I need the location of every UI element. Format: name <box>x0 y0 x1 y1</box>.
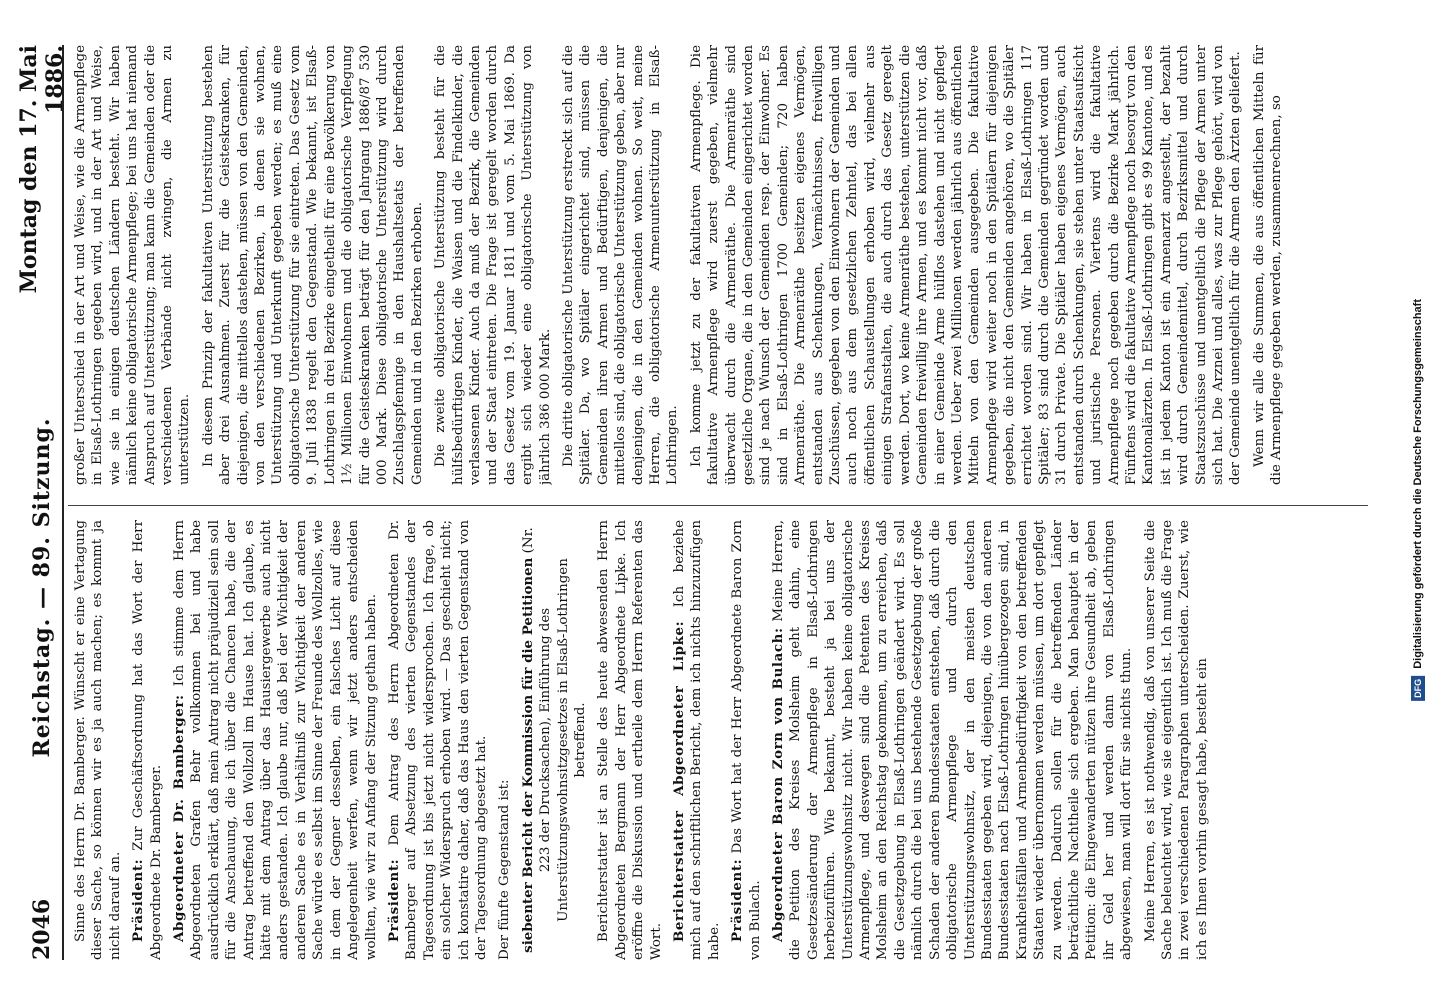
paragraph-text: (Nr. 223 der Drucksachen), Einführung des Unterstützungswohnsitzgesetzes in Elsaß-Lothringen betreffend. <box>520 527 588 922</box>
page-number: 2046 <box>29 898 55 960</box>
paragraph-text: Die zweite obligatorische Unterstützung besteht für die hülfsbedürftigen Kinder, die Waisen und die Findelkinder, die verlassenen Kinder. Auch da muß der Bezirk, die Gemeinden und der Staat eintreten. Die Frage ist geregelt worden durch das Gesetz vom 19. Januar 1811 und vom 5. Mai 1869. Da ergibt sich wieder eine obligatorische Unterstützung von jährlich 386 000 Mark. <box>433 45 553 485</box>
paragraph-text: Wenn wir alle die Summen, die aus öffentlichen Mitteln für die Armenpflege gegeben werden, zusammenrechnen, so <box>1251 45 1285 485</box>
running-title: Reichstag. — 89. Sitzung. <box>29 417 55 758</box>
paragraph <box>688 45 1245 485</box>
speaker-name: Abgeordneter Baron Zorn von Bulach: <box>770 627 787 942</box>
paragraph <box>520 520 590 960</box>
paragraph-text: In diesem Prinzip der fakultativen Unterstützung bestehen aber drei Ausnahmen. Zuerst für die Geisteskranken, für diejenigen, die mittellos dastehen, müssen von den Gemeinden, von den verschiedenen Bezirken, in denen sie wohnen, Unterstützung und Unterkunft gegeben werden; es muß eine obligatorische Unterstützung für sie eintreten. Das Gesetz vom 9. Juli 1838 regelt den Gegenstand. Wie bekannt, ist Elsaß-Lothringen in drei Bezirke eingetheilt für eine Bevölkerung von 1½ Millionen Einwohnern und die obligatorische Verpflegung für die Geisteskranken beträgt für den Jahrgang 1886/87 530 000 Mark. Diese obligatorische Unterstützung wird durch Zuschlagspfennige in den Haushaltsetats der betreffenden Gemeinden und in den Bezirken erhoben. <box>200 45 425 485</box>
left-text-column <box>72 520 1362 960</box>
paragraph <box>1251 45 1286 485</box>
paragraph <box>595 520 665 960</box>
credit-text <box>1411 299 1425 701</box>
paragraph <box>200 45 426 485</box>
paragraph <box>386 520 490 960</box>
paragraph <box>130 520 165 960</box>
session-date: Montag den 17. Mai 1886. <box>16 45 68 294</box>
digitization-credit <box>1404 0 1432 1000</box>
page-header <box>16 45 68 960</box>
paragraph-text: Ich komme jetzt zu der fakultativen Armenpflege. Die fakultative Armenpflege wird zuerst gegeben, vielmehr überwacht durch die Armenräthe. Die Armenräthe sind gesetzliche Organe, die in den Gemeinden eingerichtet worden sind je nach Wunsch der Gemeinden resp. der Einwohner. Es sind in Elsaß-Lothringen 1700 Gemeinden; 720 haben Armenräthe. Die Armenräthe besitzen eigenes Vermögen, entstanden aus Schenkungen, Vermächtnissen, freiwilligen Zuschüssen, gegeben von den Einwohnern der Gemeinden und auch noch aus dem gesetzlichen Zehntel, das bei allen öffentlichen Schaustellungen erhoben wird, vielmehr aus einigen Strafanstalten, die auch durch das Gesetz geregelt werden. Dort, wo keine Armenräthe bestehen, unterstützen die Gemeinden freiwillig ihre Armen, und es kommt nicht vor, daß in einer Gemeinde Arme hülflos dastehen und nicht gepflegt werden. Ueber zwei Millionen werden jährlich aus öffentlichen Mitteln von den Gemeinden ausgegeben. Die fakultative Armenpflege wird weiter noch in den Spitälern für diejenigen gegeben, die nicht den Gemeinden angehören, wo die Spitäler errichtet worden sind. Wir haben in Elsaß-Lothringen 117 Spitäler; 83 sind durch die Gemeinden gegründet worden und 31 durch Private. Die Spitäler haben eigenes Vermögen, auch entstanden durch Schenkungen, sie stehen unter Staatsaufsicht und juristische Personen. Viertens wird die fakultative Armenpflege noch gegeben durch die Bezirke Mark jährlich. Fünftens wird die fakultative Armenpflege noch besorgt von den Kantonalärzten. In Elsaß-Lothringen gibt es 99 Kantone, und es ist in jedem Kanton ist ein Armenarzt angestellt, der bezahlt wird durch Gemeindemittel, durch Bezirksmittel und durch Staatszuschüsse und unentgeltlich die Pflege der Armen unter sich hat. Die Arznei und alles, was zur Pflege gehört, wird von der Gemeinde unentgeltlich für die Armen den Ärzten geliefert. <box>688 45 1244 485</box>
paragraph <box>496 520 513 960</box>
speaker-name: Berichterstatter Abgeordneter Lipke: <box>671 620 687 942</box>
paragraph <box>1142 520 1212 960</box>
dfg-badge: DFG <box>1411 676 1425 701</box>
speaker-name: Präsident: <box>130 858 147 942</box>
paragraph-text: Das Wort hat der Herr Abgeordnete Baron Zorn von Bulach. <box>730 520 763 960</box>
column-divider <box>68 505 1368 506</box>
speaker-name: Präsident: <box>729 858 746 942</box>
paragraph <box>72 45 194 485</box>
paragraph-text: Meine Herren, es ist nothwendig, daß von unserer Seite die Sache beleuchtet wird, wie sie eigentlich ist. Ich muß die Frage in zwei verschiedenen Paragraphen unterscheiden. Zuerst, wie ich es Ihnen vorhin gesagt habe, besteht ein <box>1142 520 1210 960</box>
paragraph-text: Sinne des Herrn Dr. Bamberger. Wünscht er eine Vertagung dieser Sache, so können wir es ja auch machen; es kommt ja nicht darauf an. <box>73 520 123 960</box>
speaker-name: Präsident: <box>385 858 402 942</box>
paragraph-text: Die dritte obligatorische Unterstützung erstreckt sich auf die Spitäler. Da, wo Spitäler eingerichtet sind, müssen die Gemeinden ihren Armen und Bedürftigen, denjenigen, die mittellos sind, die obligatorische Unterstützung geben, aber nur denjenigen, die in den Gemeinden wohnen. So weit, meine Herren, die obligatorische Armenunterstützung in Elsaß-Lothringen. <box>560 45 681 485</box>
paragraph-text: Der fünfte Gegenstand ist: <box>497 779 513 960</box>
paragraph <box>72 520 124 960</box>
paragraph-text: Ich stimme dem Herrn Abgeordneten Grafen Behr vollkommen bei und habe ausdrücklich erklärt, daß mein Antrag nicht präjudiziell sein soll für die Anschauung, die ich über die Chancen habe, die der Antrag betreffend den Wollzoll im Hause hat. Ich glaube, es hätte mit dem Antrag über das Hausiergewerbe auch nicht anders gestanden. Ich glaube nur, daß bei der Wichtigkeit der anderen Sache es in Verhältniß zur Wichtigkeit der anderen Sache würde es selbst im Sinne der Freunde des Wollzolles, wie in dem der Gegner desselben, ein falsches Licht auf diese Angelegenheit werfen, wenn wir jetzt anders entscheiden wollten, wie wir zu Anfang der Sitzung gethan haben. <box>172 520 379 960</box>
paragraph <box>671 520 723 960</box>
paragraph <box>770 520 1136 960</box>
paragraph-text: großer Unterschied in der Art und Weise, wie die Armenpflege in Elsaß-Lothringen gegeben wird, und in der Art und Weise, wie sie in einigen deutschen Ländern besteht. Wir haben nämlich keine obligatorische Armenpflege; bei uns hat niemand Anspruch auf Unterstützung; man kann die Gemeinden oder die verschiedenen Verbände nicht zwingen, die Armen zu unterstützen. <box>73 45 193 485</box>
paragraph <box>729 520 764 960</box>
credit-label: Digitalisierung gefördert durch die Deutsche Forschungsgemeinschaft <box>1412 299 1424 669</box>
paragraph <box>432 45 554 485</box>
paragraph <box>560 45 682 485</box>
paragraph-text: Berichterstatter ist an Stelle des heute abwesenden Herrn Abgeordneten Bergmann der Herr Abgeordnete Lipke. Ich eröffne die Diskussion und ertheile dem Herrn Referenten das Wort. <box>596 520 664 960</box>
paragraph-text: Ich beziehe mich auf den schriftlichen Bericht, dem ich nichts hinzuzufügen habe. <box>672 520 722 960</box>
paragraph-text: Dem Antrag des Herrn Abgeordneten Dr. Bamberger auf Absetzung des vierten Gegenstandes der Tagesordnung ist bis jetzt nicht widersprochen. Ich frage, ob ein solcher Widerspruch erhoben wird. — Das geschieht nicht; ich konstatire daher, daß das Haus den vierten Gegenstand von der Tagesordnung abgesetzt hat. <box>386 520 489 960</box>
speaker-name: Abgeordneter Dr. Bamberger: <box>171 694 188 942</box>
paragraph <box>171 520 380 960</box>
paragraph-text: Zur Geschäftsordnung hat das Wort der Herr Abgeordnete Dr. Bamberger. <box>131 520 164 960</box>
paragraph-text: Meine Herren, die Petition des Kreises Molsheim geht dahin, eine Gesetzesänderung der Armenpflege in Elsaß-Lothringen herbeizuführen. Wie bekannt, besteht ja bei uns der Unterstützungswohnsitz nicht. Wir haben keine obligatorische Armenpflege, und deswegen sind die Petenten des Kreises Molsheim an den Reichstag gekommen, um zu erreichen, daß die Gesetzgebung in Elsaß-Lothringen geändert wird. Es soll nämlich durch die bei uns bestehende Gesetzgebung der große Schaden der anderen Bundesstaaten entstehen, daß durch die obligatorische Armenpflege und durch den Unterstützungswohnsitz, der in den meisten deutschen Bundesstaaten gegeben wird, diejenigen, die von den anderen Bundesstaaten nach Elsaß-Lothringen hinübergezogen sind, in Krankheitsfällen und Armenbedürftigkeit von den betreffenden Staaten wieder übernommen werden müssen, um dort gepflegt zu werden. Dadurch sollen für die betreffenden Länder beträchtliche Nachtheile sich ergeben. Man behauptet in der Petition: die Eingewanderten nützen ihre Gesundheit ab, geben ihr Geld her und werden dann von Elsaß-Lothringen abgewiesen, man will dort für sie nichts thun. <box>771 520 1135 960</box>
right-text-column <box>72 45 1362 485</box>
emphasized-heading: siebenter Bericht der Kommission für die Petitionen <box>519 557 536 953</box>
